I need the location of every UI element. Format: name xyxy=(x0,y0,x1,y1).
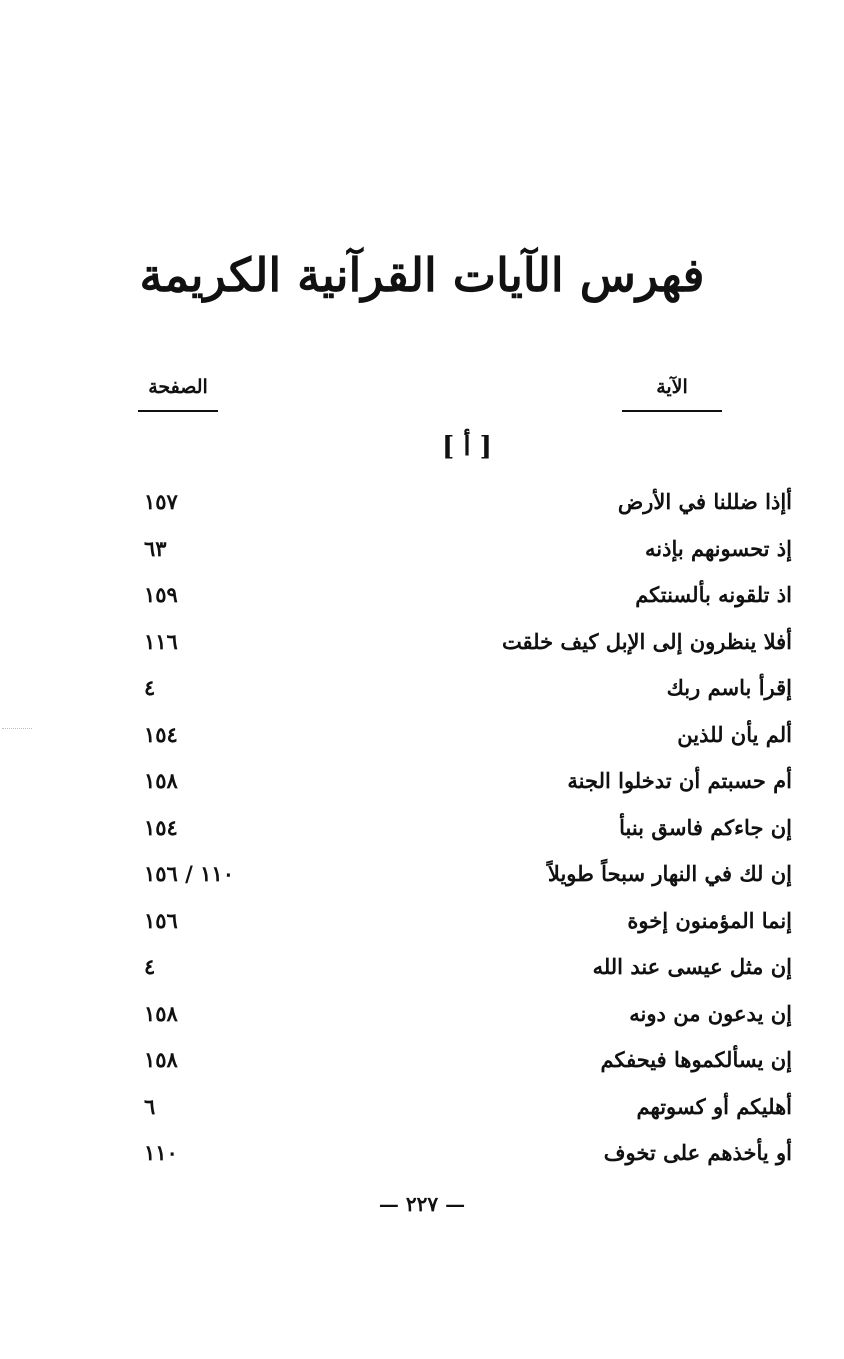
verse-text: إن لك في النهار سبحاً طويلاً xyxy=(547,861,792,886)
index-entry xyxy=(100,715,800,762)
verse-text: أم حسبتم أن تدخلوا الجنة xyxy=(567,768,792,793)
page-number: ١٥٨ xyxy=(144,1047,178,1072)
verse-text: إن مثل عيسى عند الله xyxy=(592,954,792,979)
page-number: ٦ xyxy=(144,1093,156,1119)
verse-header-underline xyxy=(622,410,722,412)
page-number: ١٥٧ xyxy=(144,489,178,514)
verse-text: أإذا ضللنا في الأرض xyxy=(617,489,792,514)
verse-text: إنما المؤمنون إخوة xyxy=(627,907,792,933)
page-number: ١٥٤ xyxy=(144,814,178,840)
page-number: ١٥٩ xyxy=(144,582,178,607)
page-number: ٦٣ xyxy=(144,535,167,561)
index-entry xyxy=(100,529,800,576)
verse-column-header: الآية xyxy=(656,376,688,398)
verse-text: ألم يأن للذين xyxy=(677,721,792,747)
index-entry xyxy=(100,854,800,901)
verse-text: أهليكم أو كسوتهم xyxy=(636,1093,792,1119)
index-entry xyxy=(100,622,800,669)
folio-page-number: — ٢٢٧ — xyxy=(378,1192,466,1216)
verse-text: إذ تحسونهم بإذنه xyxy=(645,535,792,561)
index-entry xyxy=(100,994,800,1041)
verse-text: إن يدعون من دونه xyxy=(629,1000,792,1026)
index-entry xyxy=(100,482,800,529)
page-number: ٤ xyxy=(144,954,156,979)
page-header-underline xyxy=(138,410,218,412)
index-entry xyxy=(100,761,800,808)
verse-index-list xyxy=(100,482,800,1180)
page-number: ١٥٨ xyxy=(144,1000,178,1026)
index-entry xyxy=(100,668,800,715)
verse-text: إن يسألكموها فيحفكم xyxy=(600,1047,792,1072)
page-number: ١١٠ xyxy=(144,1140,178,1165)
index-entry xyxy=(100,947,800,994)
page-number: ١٥٦ xyxy=(144,907,178,933)
index-entry xyxy=(100,901,800,948)
page-number: ١٥٤ xyxy=(144,721,178,747)
page-column-header: الصفحة xyxy=(148,376,208,398)
verse-text: إقرأ باسم ربك xyxy=(666,675,792,700)
index-entry xyxy=(100,1040,800,1087)
verse-text: أو يأخذهم على تخوف xyxy=(603,1140,792,1165)
index-entry xyxy=(100,1133,800,1180)
page-number: ١١٦ xyxy=(144,628,178,654)
scan-artifact xyxy=(2,728,32,730)
page-number: ٤ xyxy=(144,675,156,700)
verse-text: إن جاءكم فاسق بنبأ xyxy=(619,814,792,840)
page-number: ١٥٨ xyxy=(144,768,178,793)
index-entry xyxy=(100,808,800,855)
page-title: فهرس الآيات القرآنية الكريمة xyxy=(139,248,705,302)
verse-text: اذ تلقونه بألسنتكم xyxy=(635,582,792,607)
verse-text: أفلا ينظرون إلى الإبل كيف خلقت xyxy=(501,628,792,654)
page-number: ١١٠ / ١٥٦ xyxy=(144,861,234,886)
index-entry xyxy=(100,1087,800,1134)
section-letter-heading: [ أ ] xyxy=(442,432,492,462)
index-entry xyxy=(100,575,800,622)
